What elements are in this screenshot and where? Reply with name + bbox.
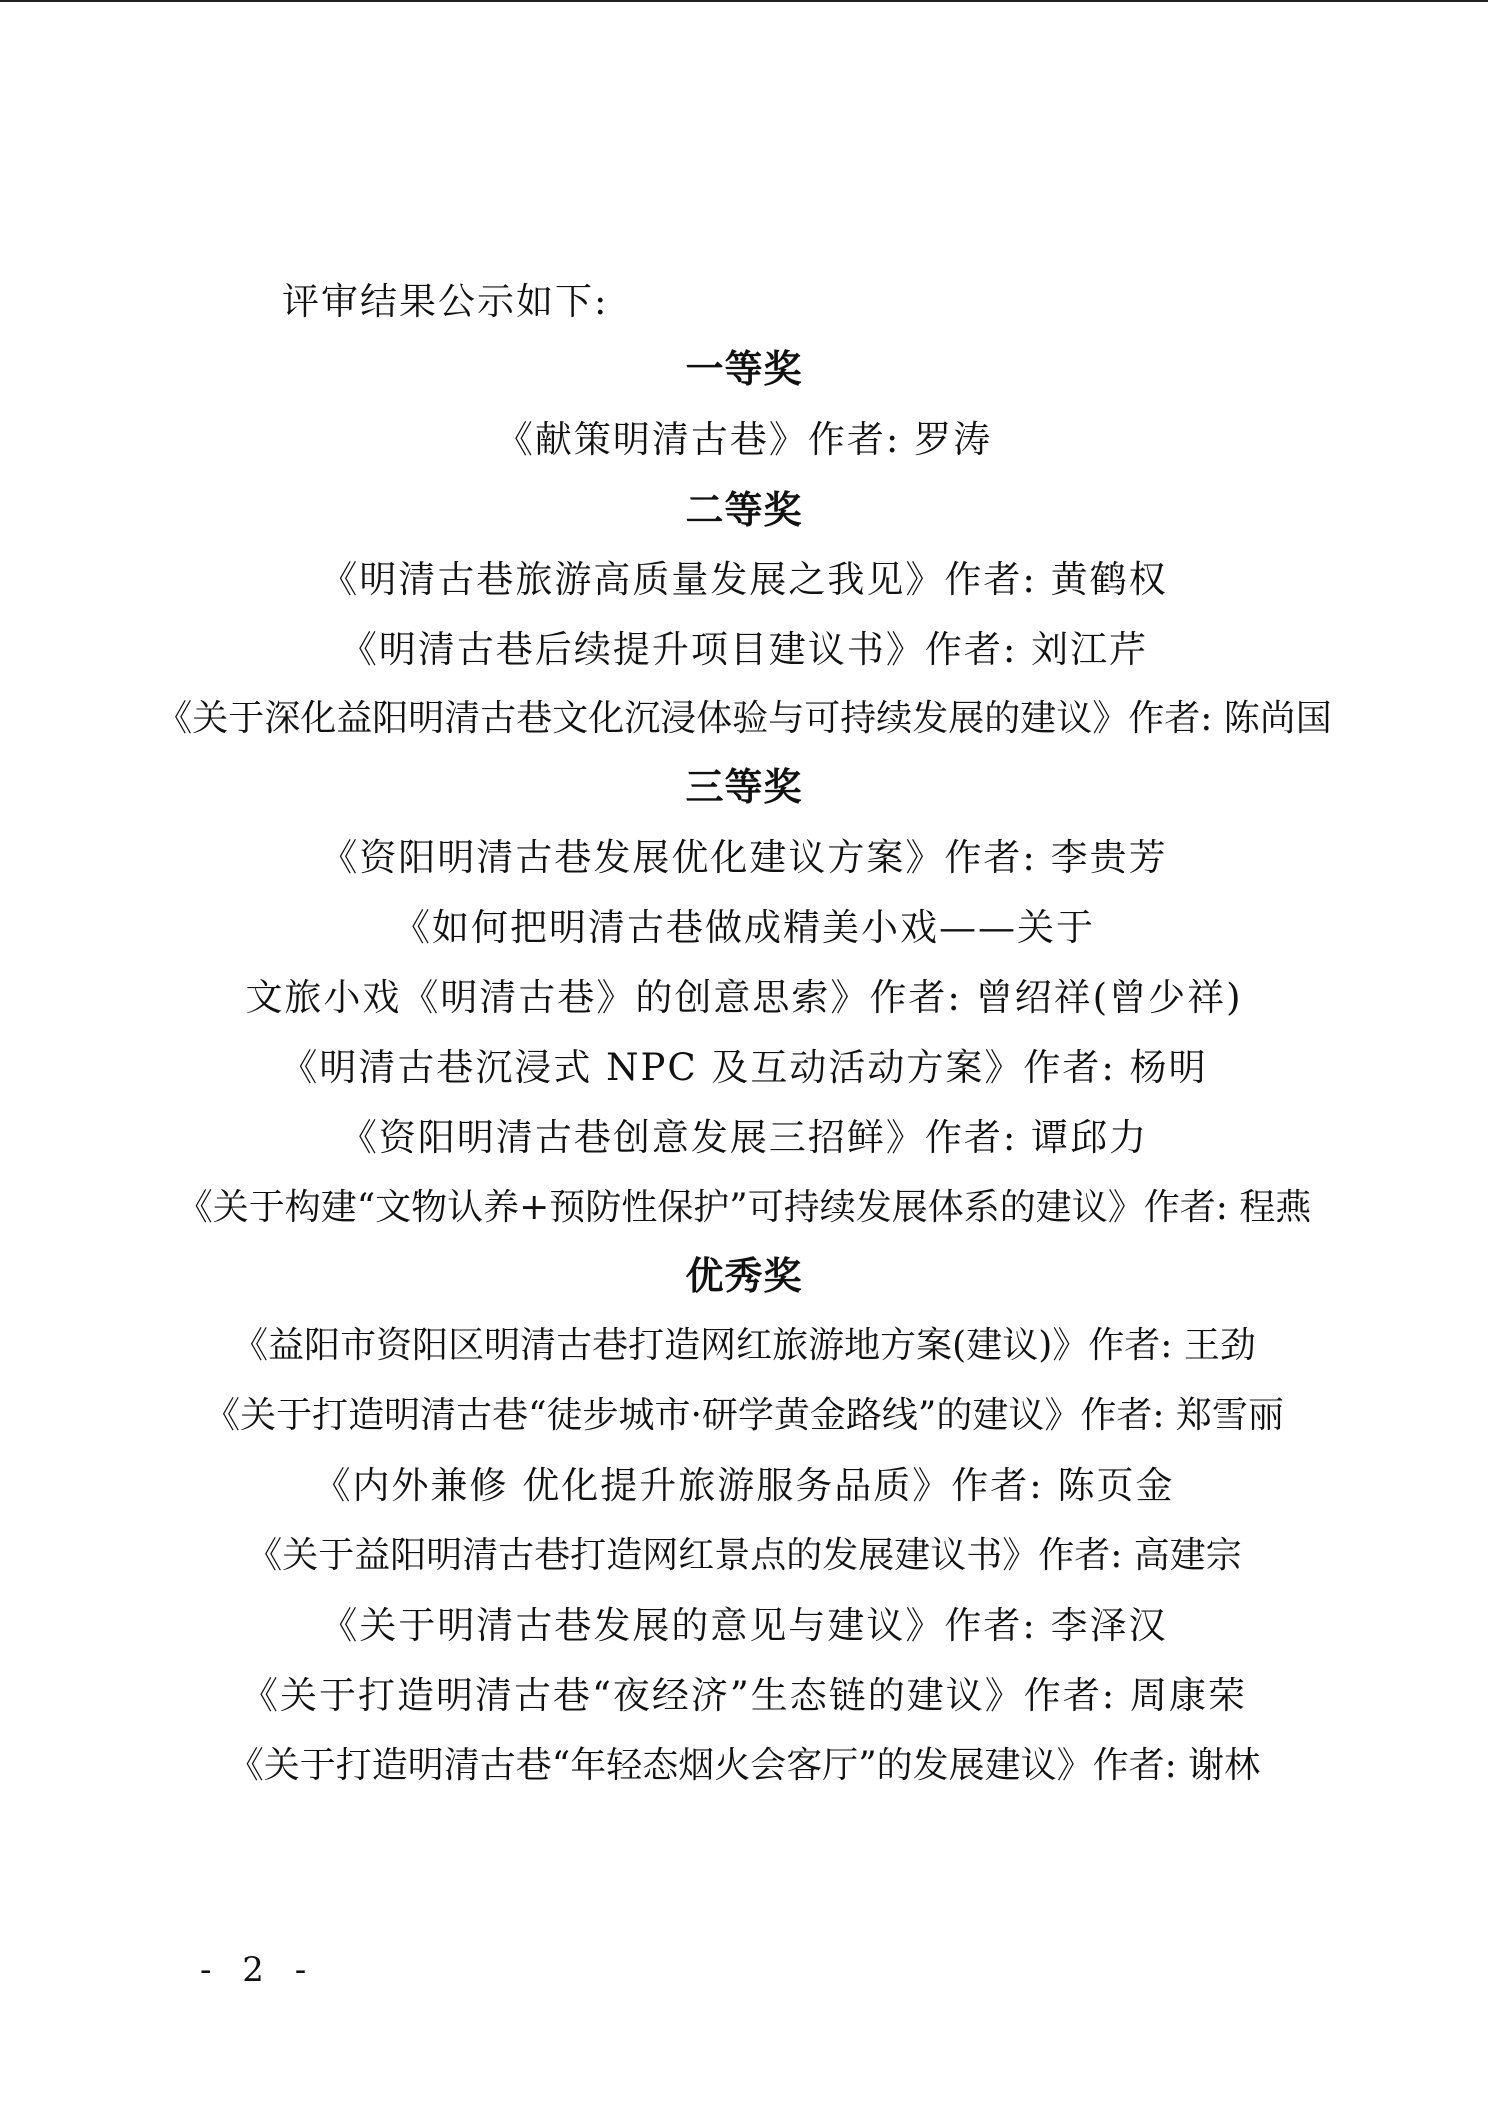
award-entry: 《关于打造明清古巷“徒步城市·研学黄金路线”的建议》作者: 郑雪丽 (204, 1395, 1284, 1436)
award-entry: 《资阳明清古巷发展优化建议方案》作者: 李贵芳 (320, 836, 1168, 879)
award-entry: 《关于益阳明清古巷打造网红景点的发展建议书》作者: 高建宗 (246, 1535, 1242, 1576)
page-number: - 2 - (200, 1950, 317, 1990)
award-entry: 《资阳明清古巷创意发展三招鲜》作者: 谭邱力 (339, 1116, 1149, 1159)
top-border-line (0, 0, 1488, 2)
award-entry: 《明清古巷旅游高质量发展之我见》作者: 黄鹤权 (320, 558, 1168, 601)
award-entry: 《关于深化益阳明清古巷文化沉浸体验与可持续发展的建议》作者: 陈尚国 (156, 698, 1332, 739)
award-entry: 《关于打造明清古巷“夜经济”生态链的建议》作者: 周康荣 (240, 1674, 1248, 1717)
excellence-award-heading: 优秀奖 (685, 1254, 803, 1298)
award-entry: 《关于构建“文物认养+预防性保护”可持续发展体系的建议》作者: 程燕 (176, 1187, 1312, 1228)
award-entry: 《关于明清古巷发展的意见与建议》作者: 李泽汉 (320, 1604, 1168, 1647)
award-entry: 《明清古巷后续提升项目建议书》作者: 刘江芹 (339, 628, 1149, 671)
second-prize-heading: 二等奖 (685, 488, 803, 532)
award-entry: 《内外兼修 优化提升旅游服务品质》作者: 陈页金 (313, 1464, 1175, 1507)
award-entry: 《明清古巷沉浸式 NPC 及互动活动方案》作者: 杨明 (280, 1046, 1208, 1089)
award-entry: 文旅小戏《明清古巷》的创意思索》作者: 曾绍祥(曾少祥) (245, 976, 1243, 1019)
third-prize-heading: 三等奖 (685, 765, 803, 809)
award-entry: 《益阳市资阳区明清古巷打造网红旅游地方案(建议)》作者: 王劲 (232, 1325, 1256, 1366)
first-prize-heading: 一等奖 (685, 347, 803, 391)
intro-text: 评审结果公示如下: (282, 280, 609, 323)
award-entry: 《如何把明清古巷做成精美小戏——关于 (393, 906, 1095, 949)
award-entry: 《献策明清古巷》作者: 罗涛 (495, 418, 993, 461)
award-entry: 《关于打造明清古巷“年轻态烟火会客厅”的发展建议》作者: 谢林 (227, 1745, 1261, 1786)
